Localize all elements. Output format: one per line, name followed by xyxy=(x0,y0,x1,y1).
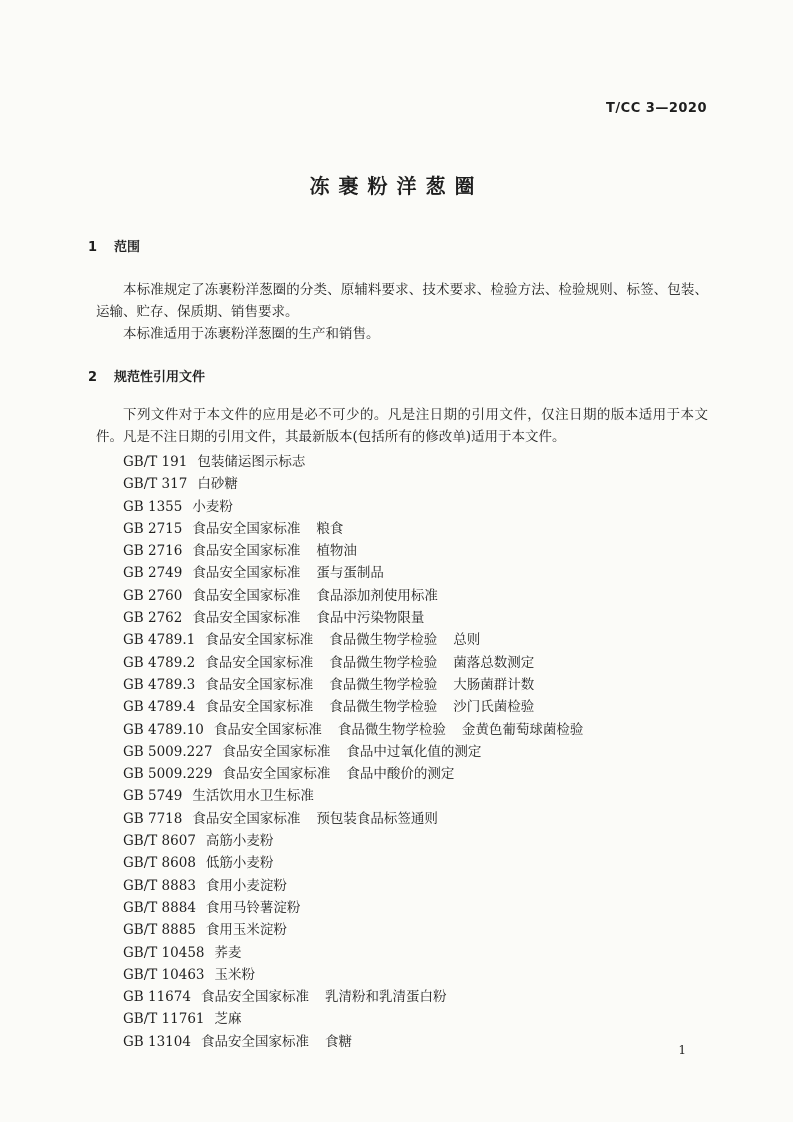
reference-title-part: 粮食 xyxy=(316,520,344,537)
reference-title-part: 蛋与蛋制品 xyxy=(316,565,384,582)
reference-title-part: 食糖 xyxy=(324,1033,352,1050)
reference-title-part: 食品中过氧化值的测定 xyxy=(346,743,482,760)
reference-title-part: 食品微生物学检验 xyxy=(337,721,446,738)
reference-title-part: 食品中污染物限量 xyxy=(316,610,425,627)
reference-code: GB 4789.4 xyxy=(123,699,196,716)
section-heading-scope xyxy=(88,236,140,255)
reference-code: GB/T 317 xyxy=(123,476,188,493)
reference-title-part: 小麦粉 xyxy=(192,498,233,515)
section-number: 1 xyxy=(88,240,98,255)
reference-title-part: 总则 xyxy=(453,632,481,649)
section-heading-normative-references xyxy=(88,366,205,385)
reference-title-part: 食品微生物学检验 xyxy=(329,676,438,693)
reference-item xyxy=(123,540,583,562)
reference-code: GB 4789.1 xyxy=(123,632,196,649)
section-title: 规范性引用文件 xyxy=(114,370,206,385)
reference-code: GB 5009.229 xyxy=(123,766,213,783)
reference-item xyxy=(123,830,583,852)
reference-code: GB 4789.2 xyxy=(123,654,196,671)
reference-title-part: 食品安全国家标准 xyxy=(200,989,309,1006)
reference-code: GB 4789.3 xyxy=(123,676,196,693)
reference-item xyxy=(123,852,583,874)
reference-title-part: 预包装食品标签通则 xyxy=(316,810,438,827)
reference-title-part: 食品安全国家标准 xyxy=(192,587,301,604)
reference-title-part: 食品安全国家标准 xyxy=(205,676,314,693)
reference-item xyxy=(123,674,583,696)
reference-item xyxy=(123,518,583,540)
reference-item xyxy=(123,629,583,651)
reference-title-part: 食品添加剂使用标准 xyxy=(316,587,438,604)
reference-title-part: 食品微生物学检验 xyxy=(329,699,438,716)
reference-title-part: 高筋小麦粉 xyxy=(205,833,274,850)
reference-title-part: 金黄色葡萄球菌检验 xyxy=(461,721,584,738)
scope-paragraph-1: 本标准规定了冻裹粉洋葱圈的分类、原辅料要求、技术要求、检验方法、检验规则、标签、包装、运输、贮存、保质期、销售要求。 xyxy=(96,282,708,320)
scope-paragraph-2: 本标准适用于冻裹粉洋葱圈的生产和销售。 xyxy=(123,326,380,342)
reference-item xyxy=(123,585,583,607)
reference-code: GB 11674 xyxy=(123,989,191,1006)
reference-code: GB/T 191 xyxy=(123,454,188,470)
section-number: 2 xyxy=(88,370,98,385)
reference-code: GB 2749 xyxy=(123,565,183,582)
reference-item xyxy=(123,785,583,807)
reference-list xyxy=(123,451,583,1053)
reference-item xyxy=(123,652,583,674)
reference-item xyxy=(123,741,583,763)
reference-title-part: 白砂糖 xyxy=(197,476,238,493)
reference-code: GB 5009.227 xyxy=(123,743,213,760)
reference-item xyxy=(123,919,583,941)
reference-title-part: 食品安全国家标准 xyxy=(192,810,301,827)
reference-code: GB 4789.10 xyxy=(123,721,204,738)
reference-title-part: 食品安全国家标准 xyxy=(192,610,301,627)
reference-item xyxy=(123,763,583,785)
reference-item xyxy=(123,473,583,495)
reference-title-part: 食品安全国家标准 xyxy=(205,632,314,649)
reference-title-part: 食品安全国家标准 xyxy=(222,766,331,783)
reference-code: GB 5749 xyxy=(123,788,183,805)
reference-title-part: 食品安全国家标准 xyxy=(192,520,301,537)
reference-code: GB/T 8885 xyxy=(123,922,196,939)
reference-item xyxy=(123,875,583,897)
reference-item xyxy=(123,897,583,919)
reference-code: GB/T 8607 xyxy=(123,833,196,850)
reference-title-part: 菌落总数测定 xyxy=(453,654,535,671)
reference-code: GB/T 8608 xyxy=(123,855,196,872)
page-number: 1 xyxy=(678,1043,686,1057)
reference-code: GB 2762 xyxy=(123,610,183,627)
reference-title-part: 食品安全国家标准 xyxy=(213,721,322,738)
reference-item xyxy=(123,808,583,830)
document-title: 冻裹粉洋葱圈 xyxy=(309,174,484,198)
reference-code: GB/T 10463 xyxy=(123,966,205,983)
reference-item xyxy=(123,942,583,964)
references-intro-paragraph: 下列文件对于本文件的应用是必不可少的。凡是注日期的引用文件，仅注日期的版本适用于本文件。凡是不注日期的引用文件，其最新版本(包括所有的修改单)适用于本文件。 xyxy=(96,407,708,445)
reference-title-part: 生活饮用水卫生标准 xyxy=(192,788,314,805)
reference-code: GB 13104 xyxy=(123,1033,191,1050)
reference-title-part: 食品微生物学检验 xyxy=(329,654,438,671)
reference-title-part: 植物油 xyxy=(316,543,357,560)
reference-title-part: 食用马铃薯淀粉 xyxy=(205,899,301,916)
reference-item xyxy=(123,496,583,518)
reference-item xyxy=(123,986,583,1008)
reference-code: GB 1355 xyxy=(123,498,183,515)
reference-title-part: 食品微生物学检验 xyxy=(329,632,438,649)
reference-title-part: 包装储运图示标志 xyxy=(197,454,306,470)
reference-code: GB/T 8883 xyxy=(123,877,196,894)
reference-code: GB 7718 xyxy=(123,810,183,827)
reference-title-part: 食品安全国家标准 xyxy=(192,565,301,582)
reference-title-part: 荞麦 xyxy=(214,944,242,961)
reference-code: GB 2716 xyxy=(123,543,183,560)
reference-item xyxy=(123,451,583,473)
reference-title-part: 玉米粉 xyxy=(214,966,255,983)
reference-title-part: 乳清粉和乳清蛋白粉 xyxy=(324,989,447,1006)
reference-title-part: 食品中酸价的测定 xyxy=(346,766,455,783)
reference-title-part: 食品安全国家标准 xyxy=(205,699,314,716)
reference-title-part: 食用玉米淀粉 xyxy=(205,922,287,939)
reference-title-part: 低筋小麦粉 xyxy=(205,855,274,872)
reference-code: GB 2715 xyxy=(123,520,183,537)
reference-title-part: 芝麻 xyxy=(214,1011,242,1028)
reference-item xyxy=(123,719,583,741)
reference-code: GB/T 8884 xyxy=(123,899,196,916)
reference-item xyxy=(123,562,583,584)
reference-item xyxy=(123,964,583,986)
reference-code: GB/T 11761 xyxy=(123,1011,205,1028)
reference-title-part: 食品安全国家标准 xyxy=(222,743,331,760)
reference-item xyxy=(123,1031,583,1053)
reference-title-part: 食用小麦淀粉 xyxy=(205,877,287,894)
document-code: T/CC 3—2020 xyxy=(606,101,707,116)
reference-title-part: 食品安全国家标准 xyxy=(205,654,314,671)
reference-title-part: 大肠菌群计数 xyxy=(453,676,535,693)
reference-item xyxy=(123,607,583,629)
reference-item xyxy=(123,1008,583,1030)
reference-item xyxy=(123,696,583,718)
reference-code: GB/T 10458 xyxy=(123,944,205,961)
reference-code: GB 2760 xyxy=(123,587,183,604)
reference-title-part: 食品安全国家标准 xyxy=(200,1033,309,1050)
reference-title-part: 沙门氏菌检验 xyxy=(453,699,535,716)
reference-title-part: 食品安全国家标准 xyxy=(192,543,301,560)
section-title: 范围 xyxy=(114,240,141,255)
